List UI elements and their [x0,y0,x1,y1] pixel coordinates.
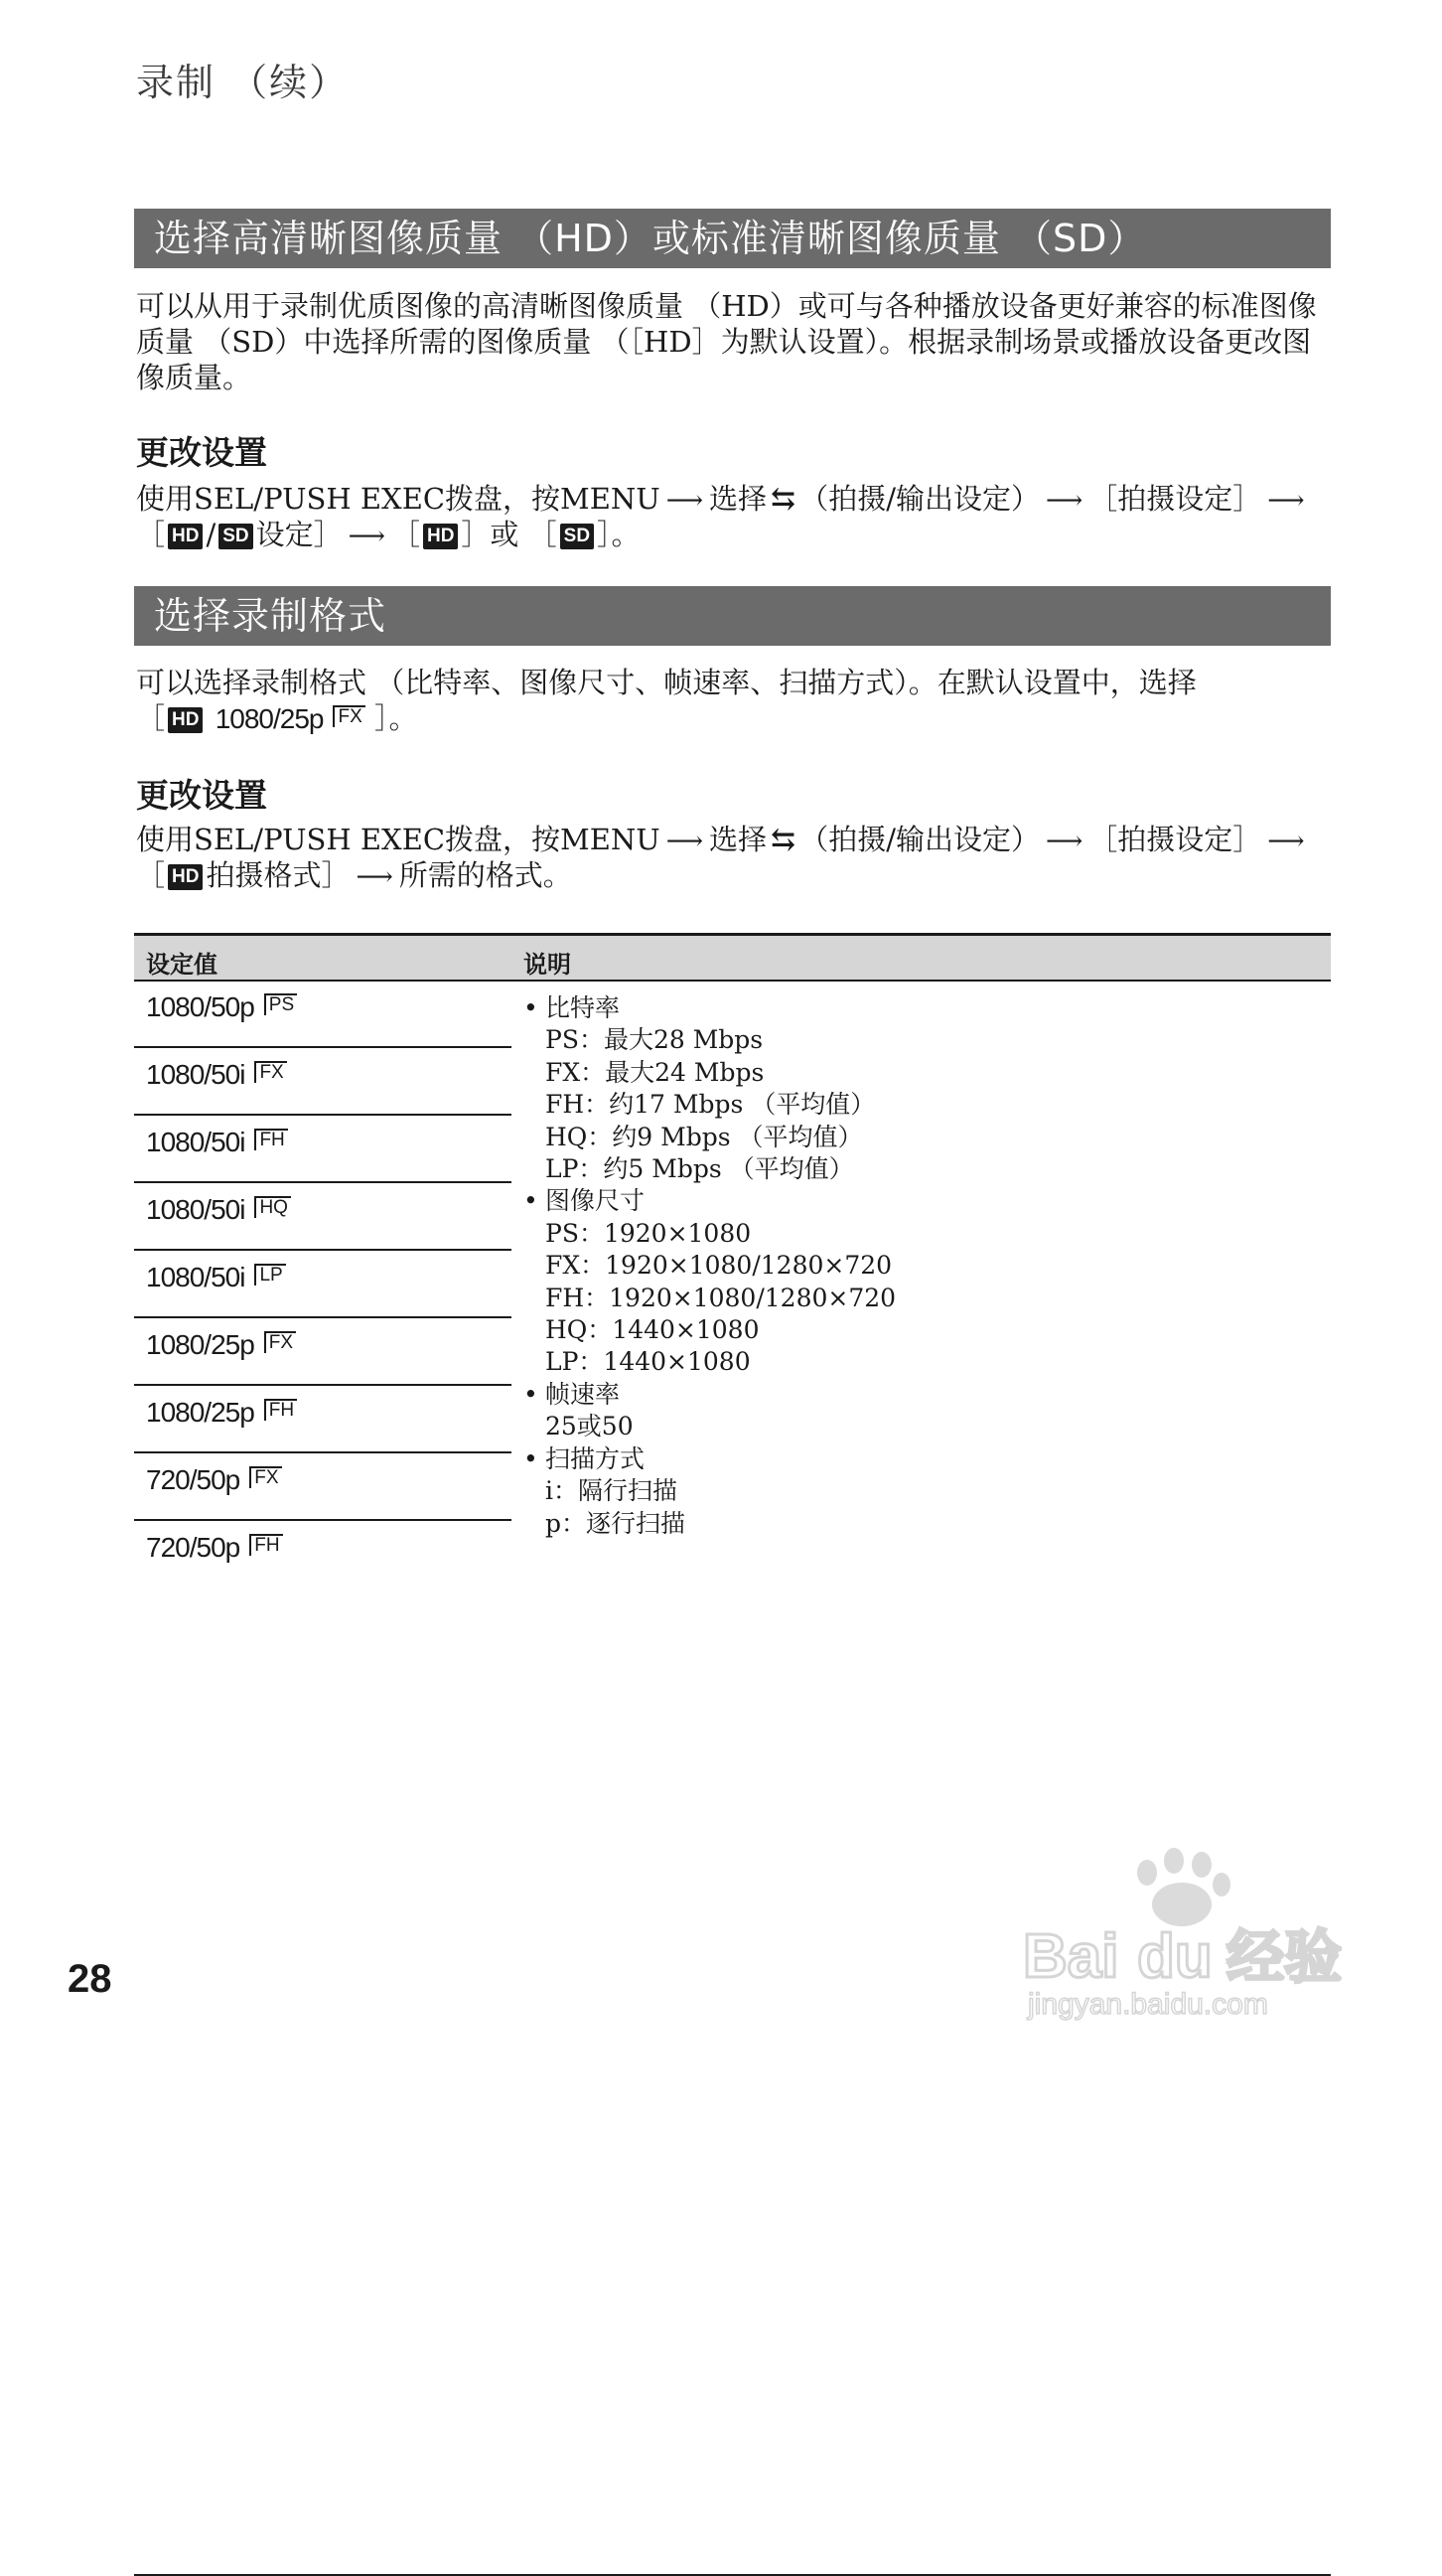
swap-arrows-icon: ⇆ [771,823,796,857]
group-title: 图像尺寸 [545,1186,646,1216]
description-item: PS：1920×1080 [545,1218,752,1248]
table-row [134,1521,511,1589]
step-text: （拍摄/输出设定） [799,482,1040,516]
arrow-right-icon: ⟶ [348,522,385,551]
format-code-icon: PS [264,993,297,1015]
table-row [134,1251,511,1318]
step-text: ［ [136,518,166,551]
bullet-icon: • [523,1443,538,1473]
format-value: 720/50p [146,1464,240,1495]
setting-value [146,1329,296,1361]
group-title: 扫描方式 [545,1443,646,1473]
table-row [134,1386,511,1453]
section-title-hd-sd: 选择高清晰图像质量 （HD）或标准清晰图像质量 （SD） [134,209,1331,268]
section-title-rec-format: 选择录制格式 [134,586,1331,646]
format-value: 720/50p [146,1532,240,1563]
format-value: 1080/50i [146,1127,245,1157]
section1-step-line2 [136,517,641,554]
format-code-icon: LP [254,1264,285,1286]
hd-badge-icon: HD [168,864,203,890]
format-value: 1080/50i [146,1262,245,1292]
column-header-description: 说明 [523,951,571,979]
format-code-icon: FX [254,1061,286,1083]
section2-change-settings-heading: 更改设置 [136,776,267,815]
watermark-brand2: du [1137,1922,1213,1991]
default-format-value: 1080/25p [215,703,324,734]
intro-line [136,700,1328,737]
step-text: ］或 ［ [461,518,557,551]
setting-value [146,1397,297,1429]
setting-value [146,1464,282,1496]
description-item: HQ：1440×1080 [545,1315,760,1345]
arrow-right-icon: ⟶ [665,486,704,516]
setting-value [146,1262,286,1293]
format-value: 1080/50i [146,1059,245,1090]
description-item: FX：1920×1080/1280×720 [545,1251,893,1281]
bullet-icon: • [523,1379,538,1409]
setting-value [146,991,297,1023]
format-value: 1080/25p [146,1329,254,1360]
section2-intro [136,665,1328,737]
step-text: ］。 [597,518,641,551]
section1-change-settings-heading: 更改设置 [136,433,267,472]
description-group-heading [523,1379,896,1411]
setting-value [146,1059,287,1091]
format-code-icon: FH [249,1534,282,1556]
step-text: 使用SEL/PUSH EXEC拨盘，按MENU [136,482,660,516]
swap-arrows-icon: ⇆ [771,482,796,517]
step-text: ［ [390,518,420,551]
arrow-right-icon: ⟶ [1267,486,1305,516]
description-item: LP：1440×1080 [545,1347,751,1377]
table-row [134,1453,511,1521]
description-item: i：隔行扫描 [545,1476,677,1506]
step-text: ［ [136,858,166,892]
format-value: 1080/50p [146,991,254,1022]
table-header [134,933,1331,982]
section1-intro: 可以从用于录制优质图像的高清晰图像质量 （HD）或可与各种播放设备更好兼容的标准图像质量 （SD）中选择所需的图像质量 （［HD］为默认设置）。根据录制场景或播放设备更改图像质量。 [136,289,1317,394]
sd-badge-icon: SD [560,524,594,549]
description-group-heading [523,1443,896,1475]
format-value: 1080/50i [146,1194,245,1225]
description-item: FH：约17 Mbps （平均值） [545,1090,876,1120]
group-title: 比特率 [545,993,621,1022]
table-row [134,981,511,1048]
baidu-jingyan-watermark [1023,1843,1361,2022]
intro-line: 可以选择录制格式 （比特率、图像尺寸、帧速率、扫描方式）。在默认设置中，选择 [136,666,1197,699]
step-text: 所需的格式。 [398,858,572,892]
step-text: （拍摄/输出设定） [799,823,1040,856]
description-group-heading [523,1185,896,1217]
setting-value [146,1532,283,1564]
hd-badge-icon: HD [423,524,458,549]
step-text: 选择 [709,823,768,856]
sd-badge-icon: SD [218,524,252,549]
description-item: HQ：约9 Mbps （平均值） [545,1122,863,1151]
step-text: 设定］ [255,518,343,551]
section2-step-line1 [136,822,1311,859]
table-description [523,992,896,1540]
watermark-label: 经验 [1226,1923,1343,1991]
format-code-icon: FH [264,1399,297,1421]
bracket-text: ］。 [373,701,418,735]
step-text: ［拍摄设定］ [1088,482,1262,516]
format-code-icon: FH [254,1129,287,1150]
bullet-icon: • [523,1186,538,1216]
format-value: 1080/25p [146,1397,254,1428]
format-code-icon: FX [333,705,364,727]
description-item: 25或50 [545,1412,634,1441]
format-code-icon: FX [249,1466,281,1488]
watermark-url: jingyan.baidu.com [1028,1988,1268,2021]
hd-badge-icon: HD [168,524,203,549]
watermark-brand: Bai [1023,1922,1119,1991]
table-row [134,1183,511,1251]
section1-step-line1 [136,481,1311,519]
bullet-icon: • [523,993,538,1022]
table-row [134,1116,511,1183]
hd-badge-icon: HD [168,707,203,733]
description-item: FX：最大24 Mbps [545,1057,765,1087]
arrow-right-icon: ⟶ [1267,827,1305,856]
table-row [134,1048,511,1116]
arrow-right-icon: ⟶ [1045,827,1083,856]
format-code-icon: HQ [254,1196,291,1218]
group-title: 帧速率 [545,1379,621,1409]
description-item: p：逐行扫描 [545,1508,686,1538]
setting-value [146,1194,291,1226]
paw-print-icon [1137,1848,1230,1926]
arrow-right-icon: ⟶ [1045,486,1083,516]
arrow-right-icon: ⟶ [356,862,393,892]
table-row [134,1318,511,1386]
running-head: 录制 （续） [136,61,350,104]
arrow-right-icon: ⟶ [665,827,704,856]
format-code-icon: FX [264,1331,296,1353]
step-text: 使用SEL/PUSH EXEC拨盘，按MENU [136,823,660,856]
column-header-setting: 设定值 [146,951,217,979]
description-item: LP：约5 Mbps （平均值） [545,1154,854,1184]
step-text: ［拍摄设定］ [1088,823,1262,856]
step-text: 选择 [709,482,768,516]
step-text: 拍摄格式］ [206,858,351,892]
description-group-heading [523,992,896,1024]
description-item: FH：1920×1080/1280×720 [545,1283,897,1312]
section2-step-line2 [136,857,572,895]
step-text: / [206,518,216,551]
setting-value [146,1127,288,1158]
description-item: PS：最大28 Mbps [545,1025,764,1055]
page-number: 28 [68,1957,112,2001]
bracket-text: ［ [136,701,166,735]
